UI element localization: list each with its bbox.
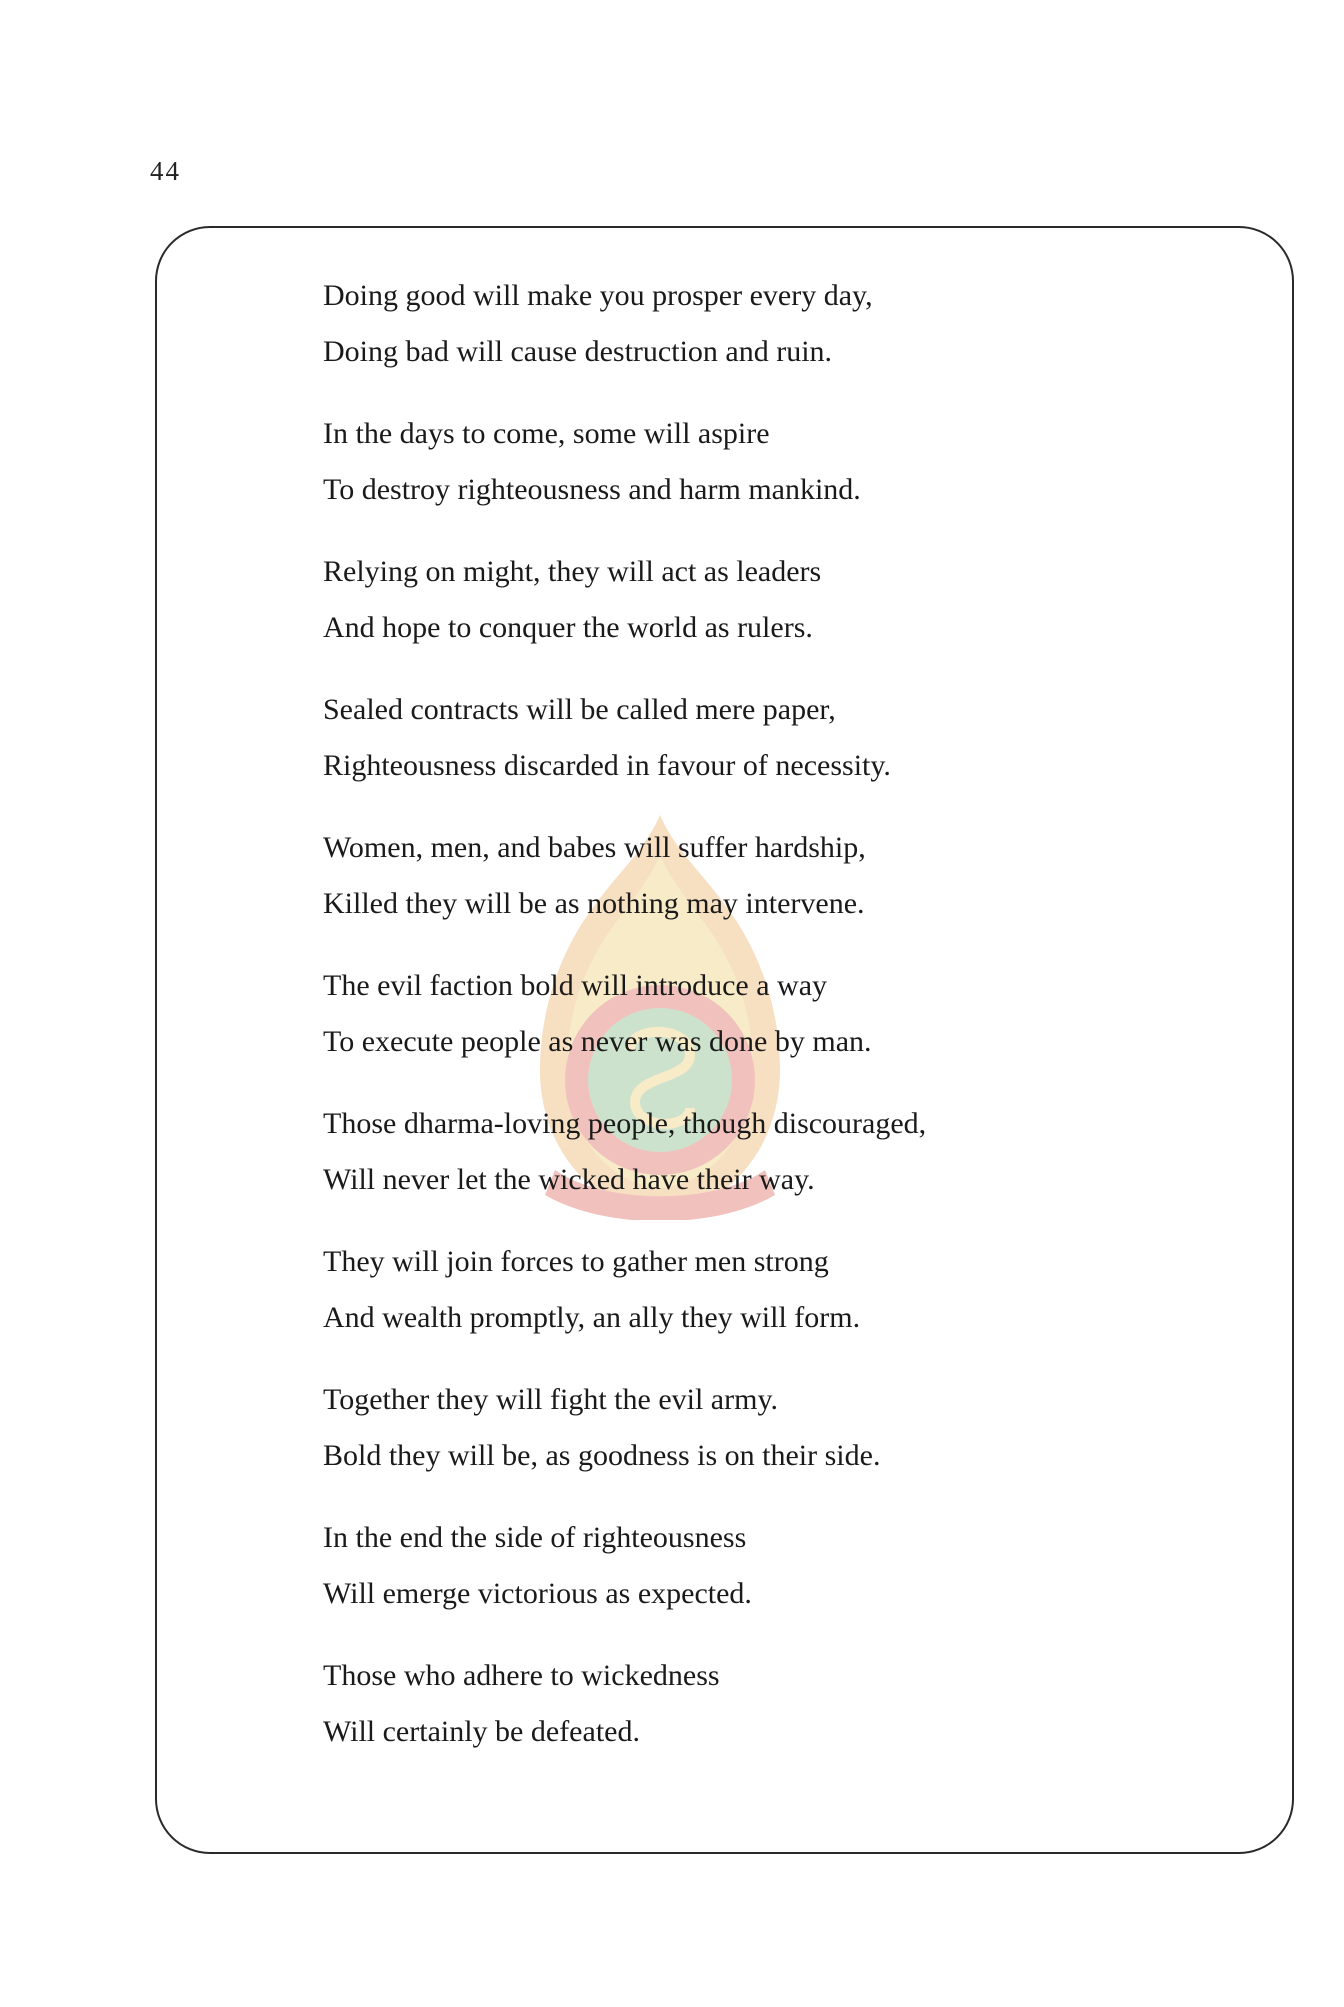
poem-line: Will emerge victorious as expected. <box>323 1577 752 1610</box>
stanza <box>323 1372 1223 1484</box>
stanza <box>323 1510 1223 1622</box>
poem-line: And hope to conquer the world as rulers. <box>323 611 813 644</box>
poem-line: To execute people as never was done by man. <box>323 1025 872 1058</box>
poem-line: Will certainly be defeated. <box>323 1715 640 1748</box>
poem-line: To destroy righteousness and harm mankind. <box>323 473 861 506</box>
poem-line: Relying on might, they will act as leaders <box>323 555 822 588</box>
poem-line: Will never let the wicked have their way. <box>323 1163 815 1196</box>
poem-line: Women, men, and babes will suffer hardship, <box>323 831 866 864</box>
poem-body <box>323 268 1223 1786</box>
page-number: 44 <box>150 156 181 186</box>
stanza <box>323 1648 1223 1760</box>
poem-line: Righteousness discarded in favour of necessity. <box>323 749 891 782</box>
poem-line: Those dharma-loving people, though discouraged, <box>323 1107 927 1140</box>
stanza <box>323 1234 1223 1346</box>
poem-line: Those who adhere to wickedness <box>323 1659 720 1692</box>
poem-line: In the days to come, some will aspire <box>323 417 770 450</box>
poem-line: Doing bad will cause destruction and ruin. <box>323 335 833 368</box>
poem-line: Together they will fight the evil army. <box>323 1383 778 1416</box>
stanza <box>323 544 1223 656</box>
poem-line: They will join forces to gather men strong <box>323 1245 829 1278</box>
stanza <box>323 406 1223 518</box>
stanza <box>323 682 1223 794</box>
stanza <box>323 268 1223 380</box>
poem-line: In the end the side of righteousness <box>323 1521 747 1554</box>
poem-line: And wealth promptly, an ally they will form. <box>323 1301 861 1334</box>
poem-line: Killed they will be as nothing may intervene. <box>323 887 865 920</box>
stanza <box>323 1096 1223 1208</box>
poem-line: Sealed contracts will be called mere paper, <box>323 693 836 726</box>
poem-line: Doing good will make you prosper every day, <box>323 279 873 312</box>
poem-line: The evil faction bold will introduce a way <box>323 969 828 1002</box>
stanza <box>323 820 1223 932</box>
stanza <box>323 958 1223 1070</box>
poem-line: Bold they will be, as goodness is on their side. <box>323 1439 881 1472</box>
